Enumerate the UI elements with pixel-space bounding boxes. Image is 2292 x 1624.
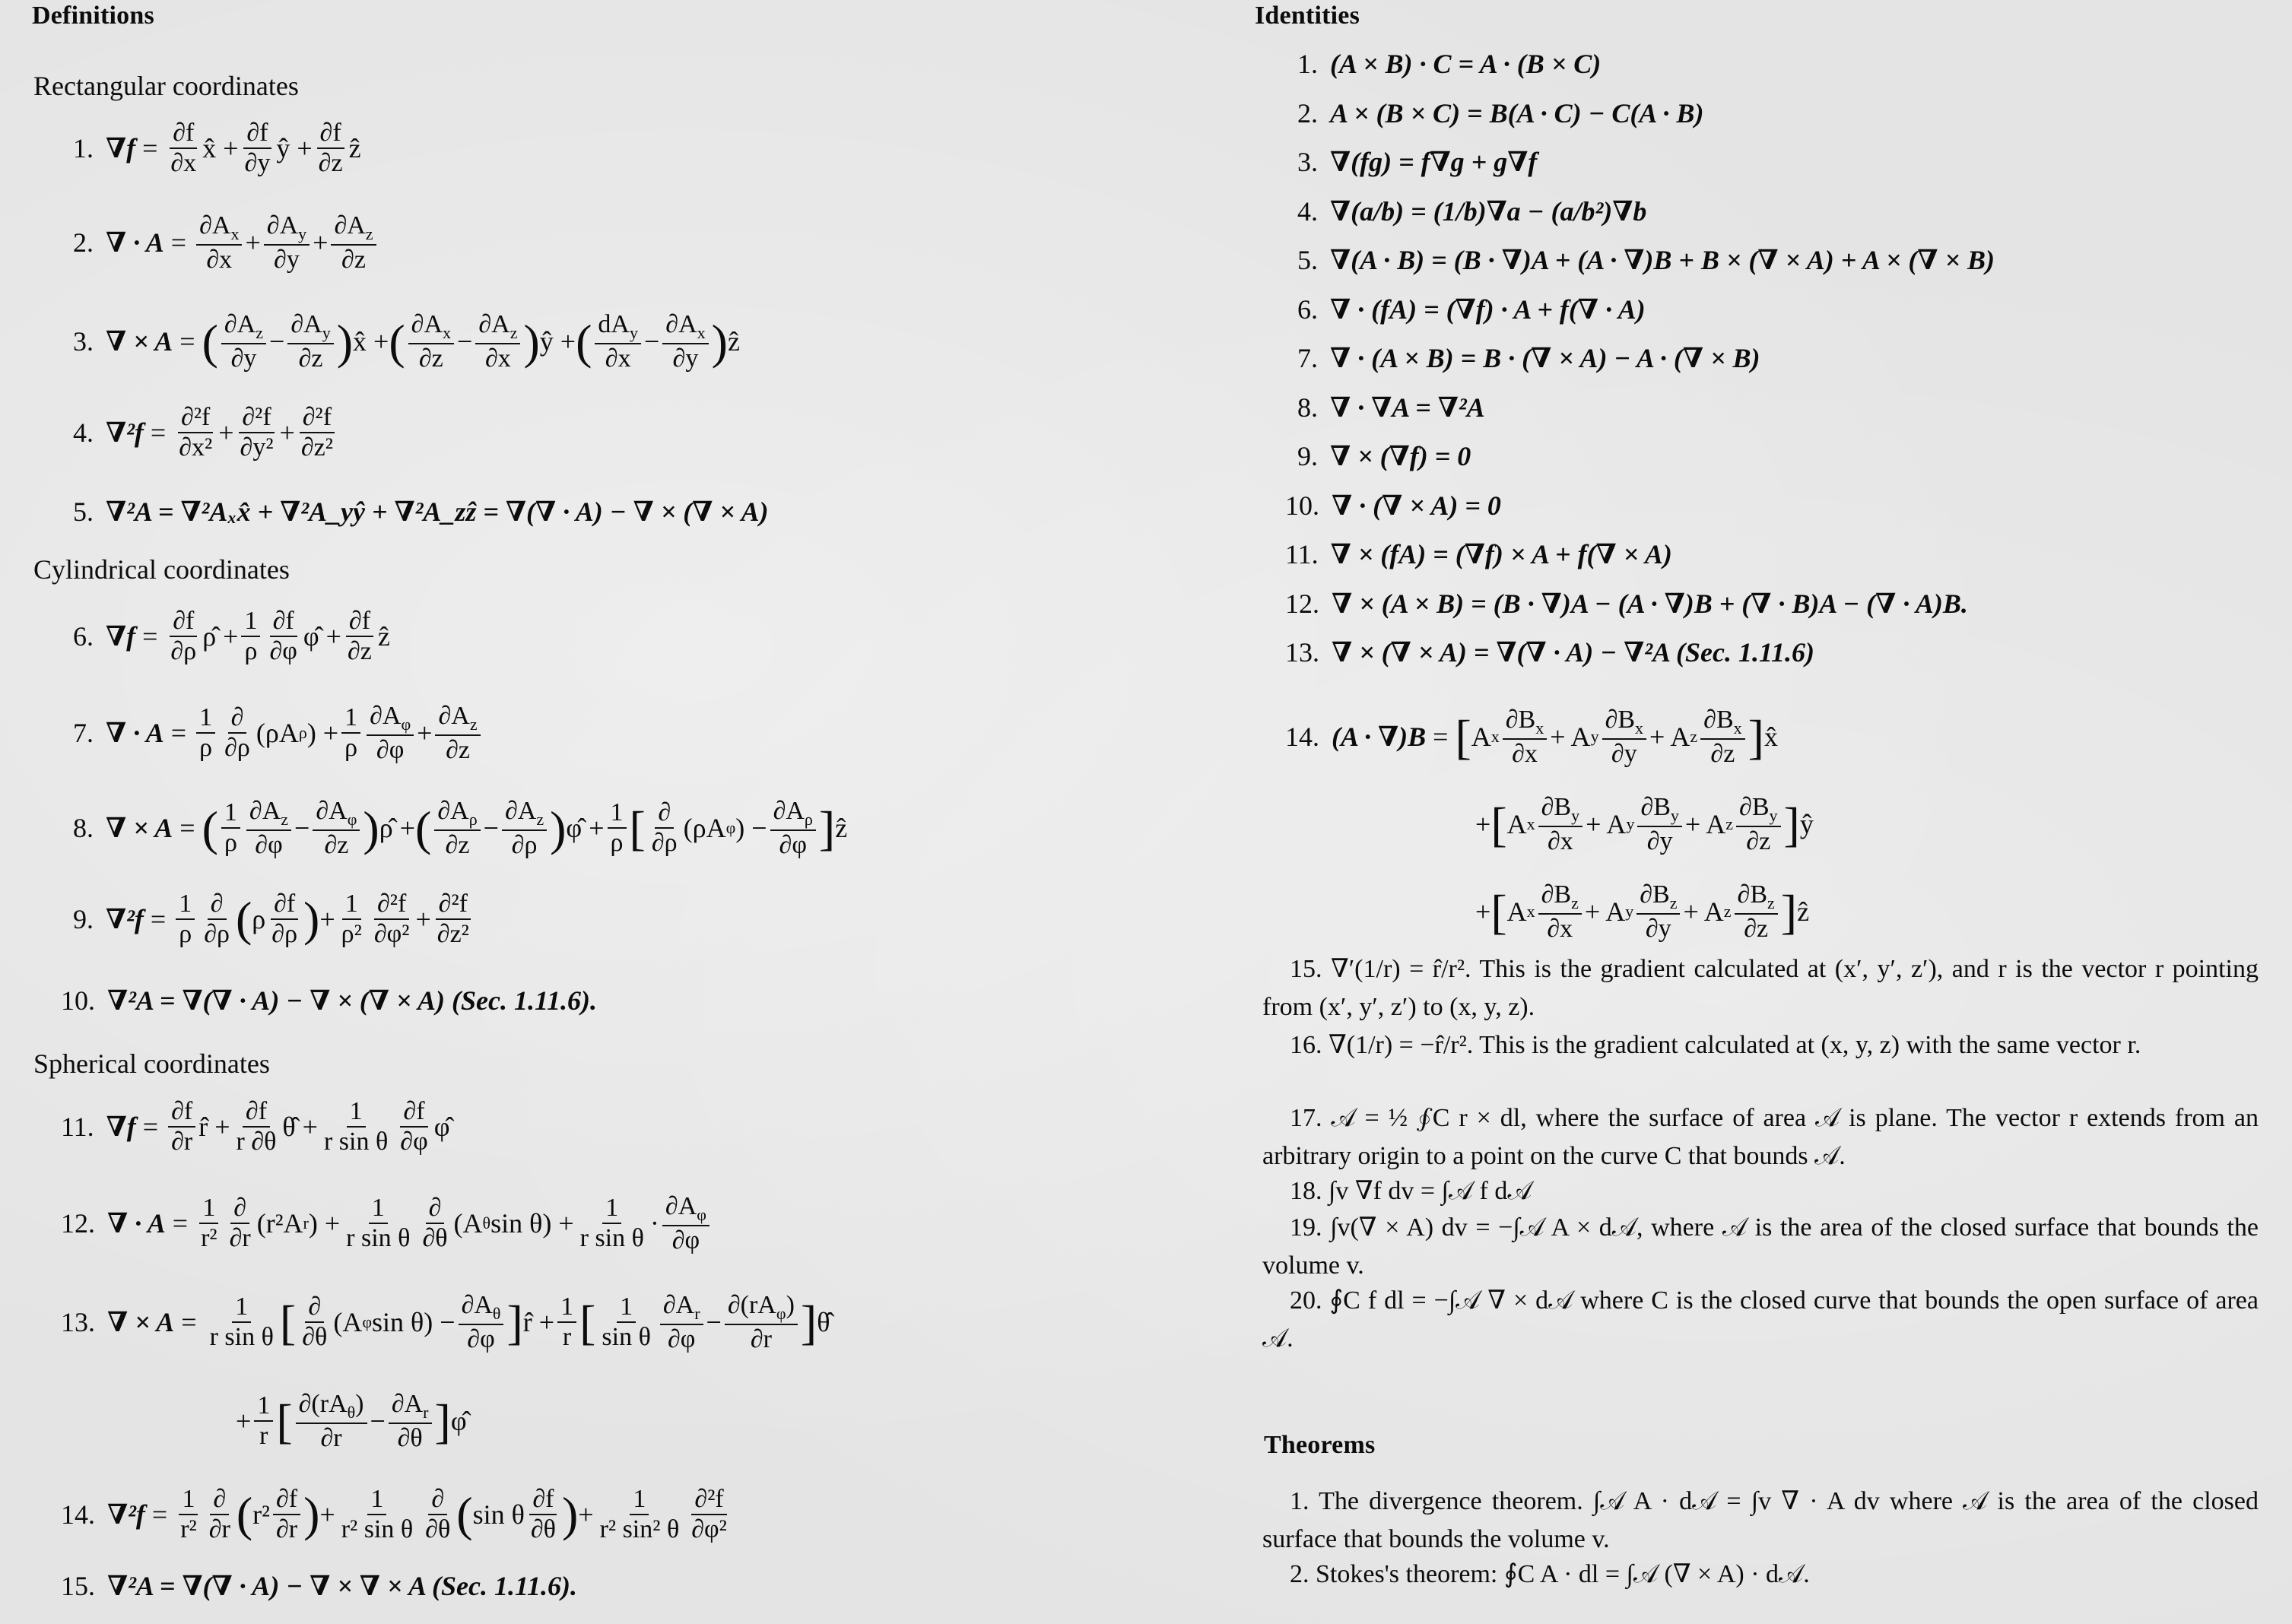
- equation-14: 14. ∇²f = $\frac{1}{\text{r²}}$ $\frac{\partial}{\partial r}$ ( r² $\frac{\partial f}{\partial r}$ ) + $\frac{1}{\text{r² sin θ}}$ $\frac{\partial}{\partial\theta}$ ( sin θ $\frac{\partial f}{\partial\theta}$ ) + $\frac{1}{\text{r² sin² θ}}$ $\frac{\text{∂²f}}{\text{∂φ²}}$: [61, 1485, 727, 1543]
- theorem-2: 2. Stokes's theorem: ∮C A · dl = ∫𝒜 (∇ × A) · d𝒜.: [1290, 1560, 1810, 1588]
- identity-19: 19. ∫v(∇ × A) dv = −∫𝒜 A × d𝒜, where 𝒜 is the area of the closed surface that bounds the volume v.: [1262, 1213, 2259, 1280]
- identities-title: Identities: [1255, 2, 1360, 30]
- identity-14-y: + [ A x $\frac{\partial B_y}{\partial x}$ + A y $\frac{\partial B_y}{\partial y}$ + A z $\frac{\partial B_y}{\partial z}$ ] ŷ: [1475, 793, 1814, 855]
- identity-12: 12. ∇ × (A × B) = (B · ∇)A − (A · ∇)B + (∇ · B)A − (∇ · A)B.: [1285, 588, 1968, 619]
- identity-16: 16. ∇(1/r) = −r̂/r². This is the gradient calculated at (x, y, z) with the same vector r.: [1290, 1031, 2141, 1059]
- equation-4: 4. ∇²f = $\frac{\text{∂²f}}{\text{∂x²}}$ + $\frac{\text{∂²f}}{\text{∂y²}}$ + $\frac{\text{∂²f}}{\text{∂z²}}$: [73, 404, 339, 461]
- equation-1: 1. ∇f = $\frac{\partial f}{\partial x}$ x̂ + $\frac{\partial f}{\partial y}$ ŷ + $\frac{\partial f}{\partial z}$ ẑ: [73, 119, 361, 177]
- equation-6: 6. ∇f = $\frac{\partial f}{\partial\rho}$ ρ̂ + $\frac{1}{\rho}$ $\frac{\partial f}{\partial\varphi}$ φ̂ + $\frac{\partial f}{\partial z}$ ẑ: [73, 607, 390, 665]
- identity-15: 15. ∇′(1/r) = r̂/r². This is the gradient calculated at (x′, y′, z′), and r is the vector r pointing from (x′, y′, z′) to (x, y, z).: [1262, 955, 2259, 1021]
- rectangular-title: Rectangular coordinates: [33, 71, 299, 101]
- equation-12: 12. ∇ · A = $\frac{1}{\text{r²}}$ $\frac{\partial}{\partial r}$ (r²A r ) + $\frac{1}{\text{r sin θ}}$ $\frac{\partial}{\partial\theta}$ (A θ sin θ) + $\frac{1}{\text{r sin θ}}$ · $\frac{\partial A_\varphi}{\partial\varphi}$: [61, 1194, 713, 1254]
- identity-14-z: + [ A x $\frac{\partial B_z}{\partial x}$ + A y $\frac{\partial B_z}{\partial y}$ + A z $\frac{\partial B_z}{\partial z}$ ] ẑ: [1475, 880, 1810, 943]
- identity-17: 17. 𝒜 = ½ ∮C r × dl, where the surface of area 𝒜 is plane. The vector r extends from an arbitrary origin to a point on the curve C that bounds 𝒜.: [1262, 1104, 2259, 1170]
- identity-11: 11. ∇ × (fA) = (∇f) × A + f(∇ × A): [1285, 539, 1672, 569]
- identity-7: 7. ∇ · (A × B) = B · (∇ × A) − A · (∇ × B): [1297, 343, 1760, 373]
- identity-20: 20. ∮C f dl = −∫𝒜 ∇ × d𝒜 where C is the closed curve that bounds the open surface of area 𝒜.: [1262, 1286, 2259, 1353]
- theorems-title: Theorems: [1264, 1431, 1376, 1459]
- equation-5: 5. ∇²A = ∇²Aₓx̂ + ∇²A_yŷ + ∇²A_zẑ = ∇(∇ · A) − ∇ × (∇ × A): [73, 496, 769, 527]
- equation-9: 9. ∇²f = $\frac{1}{\rho}$ $\frac{\partial}{\partial\rho}$ ( ρ $\frac{\partial f}{\partial\rho}$ ) + $\frac{1}{\text{ρ²}}$ $\frac{\text{∂²f}}{\text{∂φ²}}$ + $\frac{\text{∂²f}}{\text{∂z²}}$: [73, 891, 475, 947]
- identity-6: 6. ∇ · (fA) = (∇f) · A + f(∇ · A): [1297, 294, 1646, 325]
- identity-4: 4. ∇(a/b) = (1/b)∇a − (a/b²)∇b: [1297, 196, 1647, 227]
- equation-7: 7. ∇ · A = $\frac{1}{\rho}$ $\frac{\partial}{\partial\rho}$ (ρA ρ ) + $\frac{1}{\rho}$ $\frac{\partial A_\varphi}{\partial\varphi}$ + $\frac{\partial A_z}{\partial z}$: [73, 703, 484, 763]
- cylindrical-title: Cylindrical coordinates: [33, 554, 290, 585]
- identity-9: 9. ∇ × (∇f) = 0: [1297, 441, 1471, 471]
- identity-13: 13. ∇ × (∇ × A) = ∇(∇ · A) − ∇²A (Sec. 1.11.6): [1285, 637, 1814, 668]
- identity-10: 10. ∇ · (∇ × A) = 0: [1285, 490, 1501, 521]
- spherical-title: Spherical coordinates: [33, 1048, 270, 1079]
- identity-5: 5. ∇(A · B) = (B · ∇)A + (A · ∇)B + B × (∇ × A) + A × (∇ × B): [1297, 245, 1995, 275]
- equation-13: 13. ∇ × A = $\frac{1}{\text{r sin θ}}$ [ $\frac{\partial}{\partial\theta}$ (A φ sin θ) − $\frac{\partial A_\theta}{\partial\varphi}$ ] r̂ + $\frac{1}{r}$ [ $\frac{1}{\text{sin θ}}$ $\frac{\partial A_r}{\partial\varphi}$ − $\frac{\partial(rA_\varphi)}{\partial r}$ ] θ̂: [61, 1291, 830, 1353]
- equation-8: 8. ∇ × A = ( $\frac{1}{\rho}$ $\frac{\partial A_z}{\partial\varphi}$ − $\frac{\partial A_\varphi}{\partial z}$ ) ρ̂ + ( $\frac{\partial A_\rho}{\partial z}$ − $\frac{\partial A_z}{\partial\rho}$ ) φ̂ + $\frac{1}{\rho}$ [ $\frac{\partial}{\partial\rho}$ (ρA φ ) − $\frac{\partial A_\rho}{\partial\varphi}$ ] ẑ: [73, 797, 848, 859]
- identity-18: 18. ∫v ∇f dv = ∫𝒜 f d𝒜: [1290, 1177, 1532, 1205]
- definitions-title: Definitions: [32, 2, 154, 30]
- identity-1: 1. (A × B) · C = A · (B × C): [1297, 49, 1602, 79]
- identity-3: 3. ∇(fg) = f∇g + g∇f: [1297, 147, 1538, 177]
- equation-11: 11. ∇f = $\frac{\partial f}{\partial r}$ r̂ + $\frac{\partial f}{r \partial\theta}$ θ̂ + $\frac{1}{\text{r sin θ}}$ $\frac{\partial f}{\partial\varphi}$ φ̂: [61, 1097, 450, 1156]
- equation-2: 2. ∇ · A = $\frac{\partial A_x}{\partial x}$ + $\frac{\partial A_y}{\partial y}$ + $\frac{\partial A_z}{\partial z}$: [73, 213, 379, 273]
- theorem-1: 1. The divergence theorem. ∫𝒜 A · d𝒜 = ∫v ∇ · A dv where 𝒜 is the area of the closed surface that bounds the volume v.: [1262, 1487, 2259, 1553]
- identity-2: 2. A × (B × C) = B(A · C) − C(A · B): [1297, 98, 1704, 128]
- equation-13-cont: + $\frac{1}{r}$ [ $\frac{\partial(rA_\theta)}{\partial r}$ − $\frac{\partial A_r}{\partial\theta}$ ] φ̂: [236, 1390, 467, 1452]
- equation-3: 3. ∇ × A = ( $\frac{\partial A_z}{\partial y}$ − $\frac{\partial A_y}{\partial z}$ ) x̂ + ( $\frac{\partial A_x}{\partial z}$ − $\frac{\partial A_z}{\partial x}$ ) ŷ + ( $\frac{dA_y}{\partial x}$ − $\frac{\partial A_x}{\partial y}$ ) ẑ: [73, 310, 740, 373]
- identity-14: 14. (A · ∇)B = [ A x $\frac{\partial B_x}{\partial x}$ + A y $\frac{\partial B_x}{\partial y}$ + A z $\frac{\partial B_x}{\partial z}$ ] x̂: [1285, 706, 1778, 768]
- equation-15: 15. ∇²A = ∇(∇ · A) − ∇ × ∇ × A (Sec. 1.11.6).: [61, 1571, 578, 1601]
- equation-10: 10. ∇²A = ∇(∇ · A) − ∇ × (∇ × A) (Sec. 1.11.6).: [61, 985, 597, 1016]
- identity-8: 8. ∇ · ∇A = ∇²A: [1297, 392, 1485, 423]
